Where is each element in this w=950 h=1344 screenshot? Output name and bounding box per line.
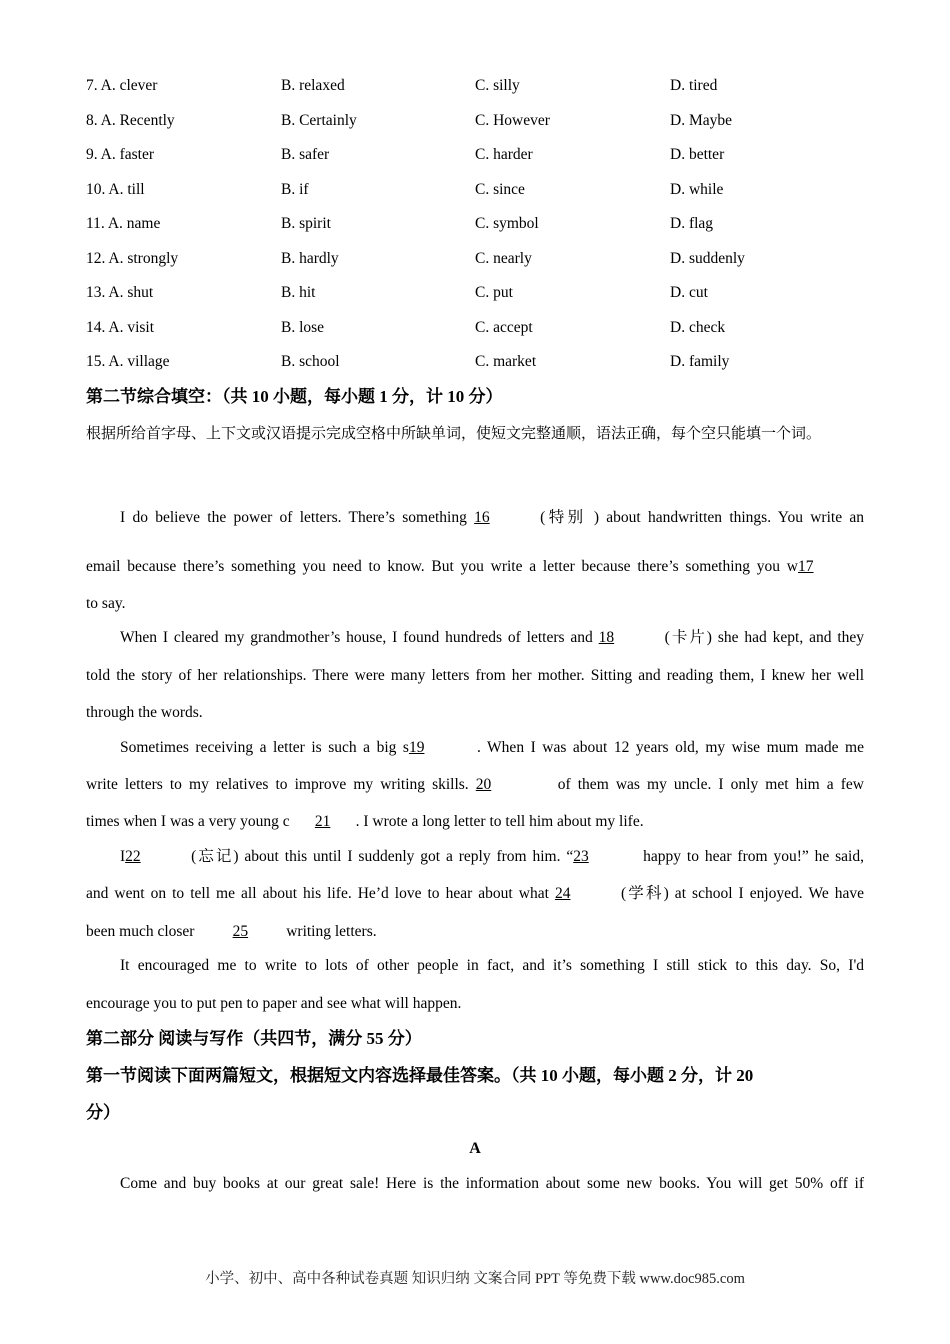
- passage-line: [86, 846, 864, 868]
- option-d: D. Maybe: [670, 112, 732, 129]
- option-a: 9. A. faster: [86, 146, 155, 163]
- option-d: D. while: [670, 181, 724, 198]
- passage-text: times when I was a very young c: [86, 813, 290, 830]
- option-row-14: [86, 316, 864, 340]
- passage-line: [86, 774, 864, 796]
- option-a: 12. A. strongly: [86, 250, 179, 267]
- blank-19[interactable]: 19: [408, 739, 425, 756]
- blank-21[interactable]: 21: [314, 813, 331, 830]
- passage-text: I: [120, 848, 126, 865]
- passage-line: It encouraged me to write to lots of other people in fact, and it’s something I still stick to this day. So, I'd: [120, 957, 864, 974]
- option-a: 13. A. shut: [86, 284, 154, 301]
- option-a: 14. A. visit: [86, 319, 155, 336]
- option-row-15: [86, 350, 864, 374]
- blank-22[interactable]: 22: [125, 848, 141, 865]
- passage-line: [86, 627, 864, 649]
- option-row-7: [86, 74, 864, 98]
- option-d: D. flag: [670, 215, 714, 232]
- passage-line: [86, 556, 864, 578]
- section-label-a: A: [469, 1140, 481, 1157]
- blank-17[interactable]: 17: [798, 558, 814, 575]
- passage-line: [86, 811, 864, 833]
- blank-20[interactable]: 20: [475, 776, 492, 793]
- blank-16[interactable]: 16: [474, 509, 490, 526]
- passage-text: and went on to tell me all about his life. He’d love to hear about what: [86, 885, 555, 902]
- passage-text: (特别 ) about handwritten things. You write an: [540, 509, 864, 526]
- passage-line: through the words.: [86, 704, 203, 721]
- section2-heading: 第二节综合填空：（共 10 小题，每小题 1 分，计 10 分）: [86, 387, 503, 406]
- section2-instruction: 根据所给首字母、上下文或汉语提示完成空格中所缺单词，使短文完整通顺，语法正确，每个空只能填一个词。: [86, 426, 822, 442]
- passage-text: writing letters.: [282, 923, 377, 940]
- passage-text: email because there’s something you need to know. But you write a letter because there’s something you w: [86, 558, 798, 575]
- passage-line: to say.: [86, 595, 126, 612]
- option-a: 11. A. name: [86, 215, 161, 232]
- passage-text: I do believe the power of letters. There’s something: [120, 509, 475, 526]
- option-row-9: [86, 143, 864, 167]
- option-c: C. symbol: [475, 215, 539, 232]
- passage-text: When I cleared my grandmother’s house, I found hundreds of letters and: [120, 629, 599, 646]
- option-row-10: [86, 178, 864, 202]
- option-c: C. harder: [475, 146, 533, 163]
- option-row-11: [86, 212, 864, 236]
- passage-line: [86, 883, 864, 905]
- option-d: D. check: [670, 319, 726, 336]
- passage-text: Sometimes receiving a letter is such a big s: [120, 739, 409, 756]
- passage-text: write letters to my relatives to improve my writing skills.: [86, 776, 476, 793]
- option-d: D. tired: [670, 77, 718, 94]
- option-c: C. put: [475, 284, 513, 301]
- option-b: B. school: [281, 353, 340, 370]
- passage-text: (卡片) she had kept, and they: [664, 629, 865, 646]
- passage-line: [86, 507, 864, 529]
- option-b: B. Certainly: [281, 112, 357, 129]
- passage-line: [86, 737, 864, 759]
- option-c: C. silly: [475, 77, 520, 94]
- page-footer: 小学、初中、高中各种试卷真题 知识归纳 文案合同 PPT 等免费下载 www.doc985.com: [205, 1271, 745, 1287]
- option-b: B. hardly: [281, 250, 339, 267]
- passage-text: . When I was about 12 years old, my wise mum made me: [476, 739, 864, 756]
- blank-23[interactable]: 23: [573, 848, 589, 865]
- option-b: B. hit: [281, 284, 316, 301]
- option-d: D. suddenly: [670, 250, 745, 267]
- part2-subheading-cont: 分）: [86, 1103, 120, 1122]
- option-b: B. relaxed: [281, 77, 345, 94]
- passage-text: . I wrote a long letter to tell him about my life.: [355, 813, 644, 830]
- passage-text: of them was my uncle. I only met him a few: [557, 776, 864, 793]
- option-c: C. market: [475, 353, 537, 370]
- passage-text: (学科) at school I enjoyed. We have: [620, 885, 865, 902]
- option-row-8: [86, 109, 864, 133]
- blank-24[interactable]: 24: [554, 885, 571, 902]
- option-a: 8. A. Recently: [86, 112, 175, 129]
- option-a: 15. A. village: [86, 353, 170, 370]
- passage-line: encourage you to put pen to paper and see what will happen.: [86, 995, 462, 1012]
- option-c: C. nearly: [475, 250, 532, 267]
- part2-subheading: 第一节阅读下面两篇短文，根据短文内容选择最佳答案。（共 10 小题，每小题 2 分，计 20: [86, 1066, 754, 1085]
- option-row-12: [86, 247, 864, 271]
- option-a: 7. A. clever: [86, 77, 158, 94]
- blank-25[interactable]: 25: [232, 923, 249, 940]
- option-b: B. lose: [281, 319, 325, 336]
- option-b: B. safer: [281, 146, 330, 163]
- option-c: C. However: [475, 112, 550, 129]
- passage-a-intro: Come and buy books at our great sale! Here is the information about some new books. You will get 50% off if: [120, 1175, 864, 1192]
- option-c: C. accept: [475, 319, 533, 336]
- passage-text: been much closer: [86, 923, 199, 940]
- option-d: D. better: [670, 146, 725, 163]
- passage-line: told the story of her relationships. There were many letters from her mother. Sitting and reading them, I knew her well: [86, 667, 864, 684]
- option-b: B. spirit: [281, 215, 331, 232]
- option-a: 10. A. till: [86, 181, 145, 198]
- option-c: C. since: [475, 181, 525, 198]
- option-d: D. family: [670, 353, 730, 370]
- option-row-13: [86, 281, 864, 305]
- passage-text: happy to hear from you!” he said,: [637, 848, 864, 865]
- option-d: D. cut: [670, 284, 708, 301]
- passage-line: [86, 921, 864, 943]
- part2-heading: 第二部分 阅读与写作（共四节，满分 55 分）: [86, 1029, 422, 1048]
- passage-text: (忘记) about this until I suddenly got a reply from him. “: [191, 848, 574, 865]
- blank-18[interactable]: 18: [598, 629, 615, 646]
- option-b: B. if: [281, 181, 309, 198]
